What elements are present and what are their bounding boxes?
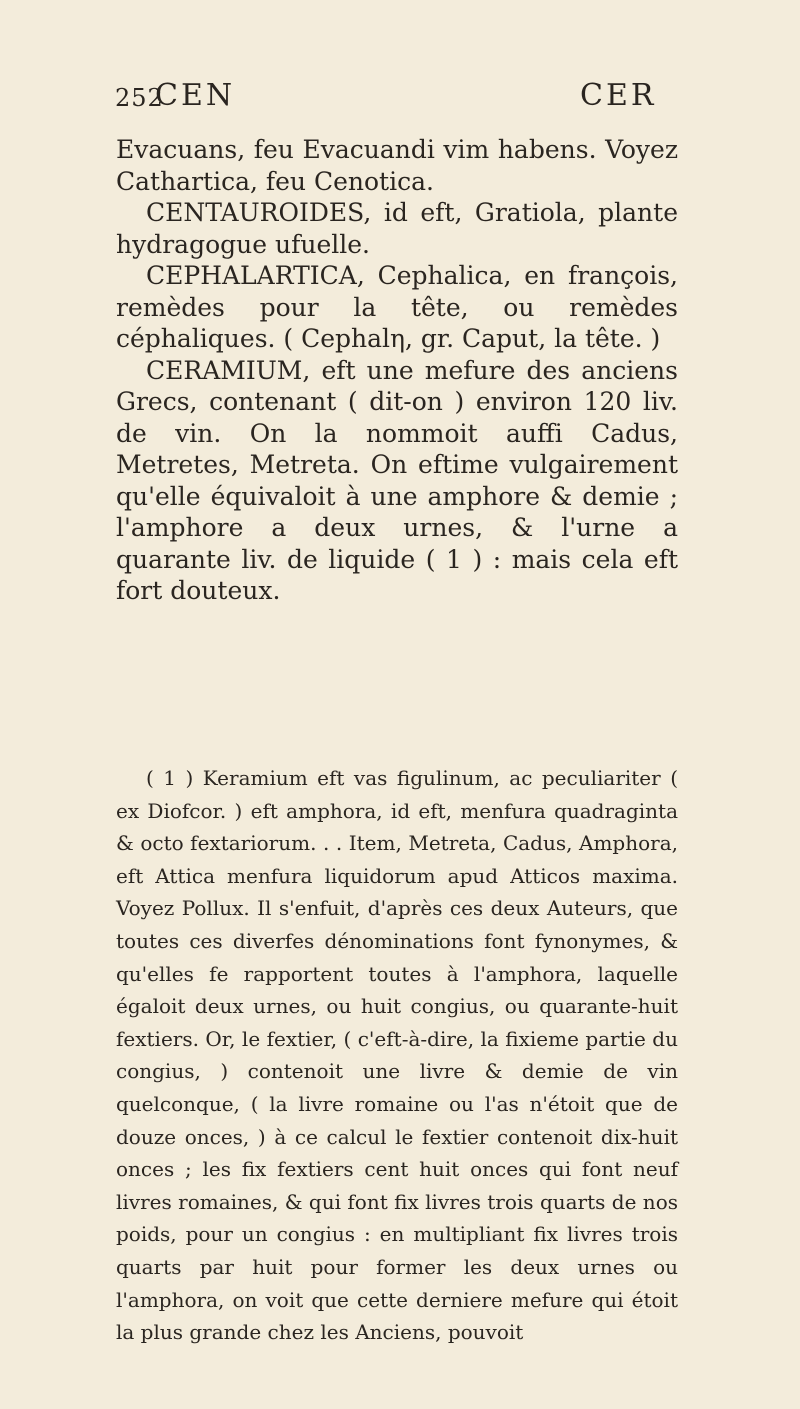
entry-ceramium: CERAMIUM, eft une mefure des anciens Grecs, contenant ( dit-on ) environ 120 liv. de vin. On la nommoit auffi Cadus, Metretes, Metreta. On eftime vulgairement qu'elle équivaloit à une amphore & demie ; l'amphore a deux urnes, & l'urne a quarante liv. de liquide ( 1 ) : mais cela eft fort douteux.: [116, 355, 678, 605]
footnote: [116, 762, 678, 1349]
page-number: 252: [115, 84, 164, 112]
entry-evacuans: Evacuans, feu Evacuandi vim habens. Voyez Cathartica, feu Cenotica.: [116, 135, 678, 196]
running-header: [115, 78, 675, 126]
footnote-text: ( 1 ) Keramium eft vas figulinum, ac peculiariter ( ex Diofcor. ) eft amphora, id eft, menfura quadraginta & octo fextariorum. . . Item, Metreta, Cadus, Amphora, eft Attica menfura liquidorum apud Atticos maxima. Voyez Pollux. Il s'enfuit, d'après ces deux Auteurs, que toutes ces diverfes dénominations font fynonymes, & qu'elles fe rapportent toutes à l'amphora, laquelle égaloit deux urnes, ou huit congius, ou quarante-huit fextiers. Or, le fextier, ( c'eft-à-dire, la fixieme partie du congius, ) contenoit une livre & demie de vin quelconque, ( la livre romaine ou l'as n'étoit que de douze onces, ) à ce calcul le fextier contenoit dix-huit onces ; les fix fextiers cent huit onces qui font neuf livres romaines, & qui font fix livres trois quarts de nos poids, pour un congius : en multipliant fix livres trois quarts par huit pour former les deux urnes ou l'amphora, on voit que cette derniere mefure qui étoit la plus grande chez les Anciens, pouvoit: [116, 766, 678, 1345]
entry-cephalartica: CEPHALARTICA, Cephalica, en françois, remèdes pour la tête, ou remèdes céphaliques. ( Cephalη, gr. Caput, la tête. ): [116, 261, 678, 353]
header-left-word: CEN: [155, 78, 236, 113]
header-right-word: CER: [580, 78, 657, 113]
entry-centauroides: CENTAUROIDES, id eft, Gratiola, plante hydragogue ufuelle.: [116, 198, 678, 259]
main-text: [116, 134, 678, 607]
